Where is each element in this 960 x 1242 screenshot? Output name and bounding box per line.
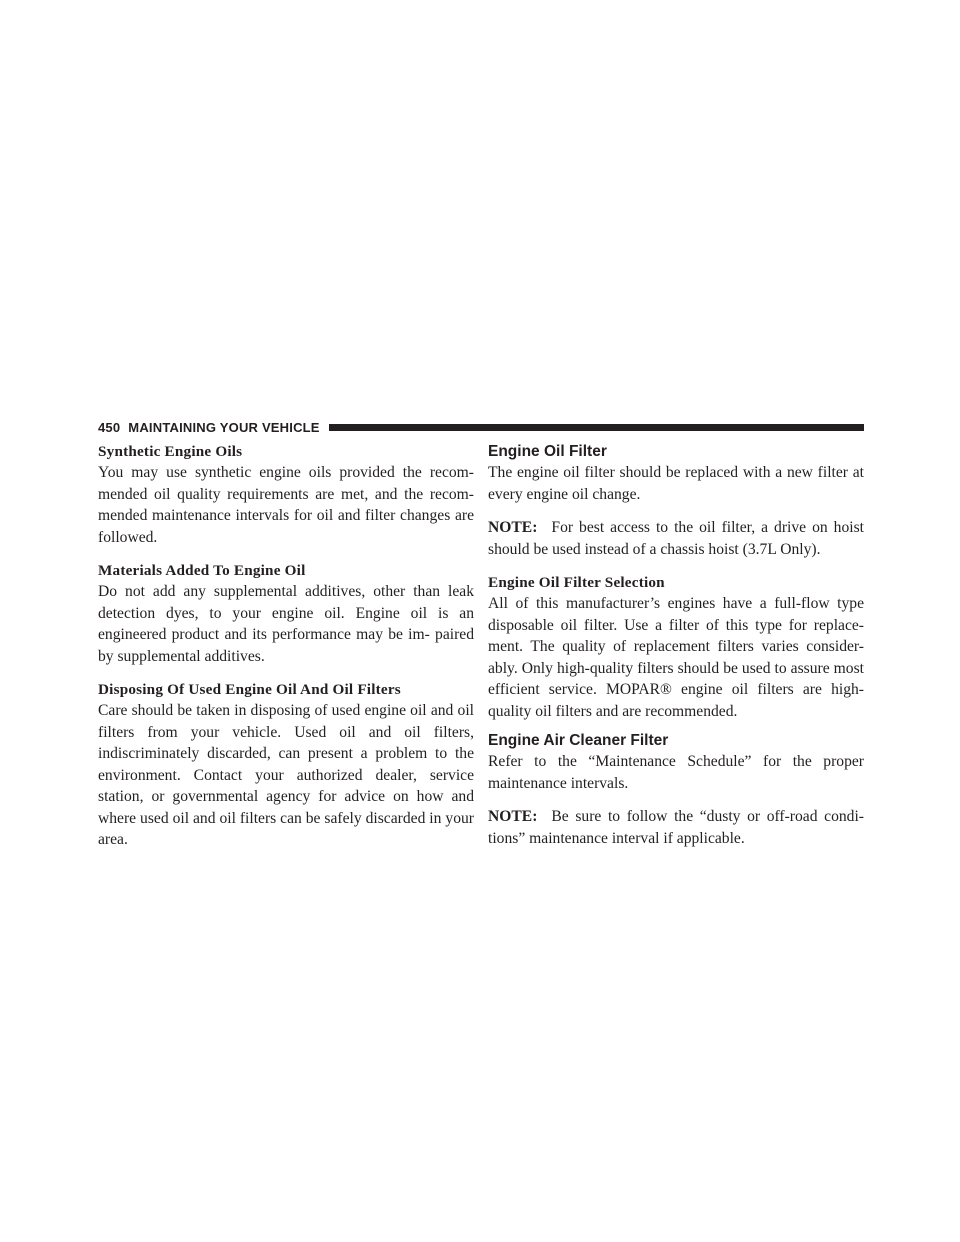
text-line: The engine oil filter should be replaced with a new filter [488, 464, 848, 481]
paragraph-disposing-used-oil [98, 700, 474, 851]
heading-oil-filter-selection: Engine Oil Filter Selection [488, 574, 665, 591]
text-line: All of this manufacturer’s engines have a full-flow type [488, 595, 864, 612]
heading-synthetic-engine-oils: Synthetic Engine Oils [98, 443, 243, 460]
text-line: oil filters from your vehicle. Used oil and oil filters, [98, 702, 474, 741]
text-line: Be sure to follow the “dusty or off-road condi- [551, 808, 864, 825]
heading-engine-oil-filter: Engine Oil Filter [488, 443, 607, 460]
heading-materials-added: Materials Added To Engine Oil [98, 562, 306, 579]
paragraph-engine-oil-filter [488, 462, 864, 505]
text-line: detection dyes, to your engine oil. Engine oil is an [98, 604, 474, 622]
paragraph-synthetic-engine-oils [98, 462, 474, 548]
text-line: Care should be taken in disposing of used engine oil and [98, 702, 454, 719]
text-line: station, or governmental agency for advice on how and [98, 788, 474, 805]
text-line: high-quality oil filters and are recommended. [488, 681, 864, 720]
paragraph-materials-added [98, 581, 474, 667]
page-header [98, 417, 864, 437]
text-line: For best access to the oil filter, a drive on hoist [551, 519, 864, 536]
text-line: environment. Contact your authorized dealer, service [98, 766, 474, 784]
text-line: where used oil and oil filters can be safely discarded in [98, 809, 442, 827]
text-line: are followed. [98, 507, 474, 546]
right-column [488, 441, 864, 849]
text-line: mended oil quality requirements are met, and the recom- [98, 485, 474, 503]
text-line: maintenance intervals. [488, 774, 629, 792]
text-line: engineered product and its performance may be im- [98, 626, 430, 643]
text-line: ably. Only high-quality filters should be used to assure [488, 659, 830, 677]
text-line: ment. The quality of replacement filters varies consider- [488, 638, 864, 655]
paragraph-engine-air-cleaner-filter [488, 751, 864, 794]
note-air-cleaner [488, 806, 864, 849]
text-line: You may use synthetic engine oils provided the recom- [98, 464, 474, 481]
note-oil-filter [488, 517, 864, 560]
page-number: 450 [98, 419, 121, 435]
text-line: your area. [98, 809, 474, 848]
text-line: at every engine oil change. [488, 464, 864, 503]
text-line: most efficient service. MOPAR® engine oil filters are [488, 659, 864, 698]
left-column [98, 441, 474, 851]
text-line: should be used instead of a chassis hoist (3.7L Only). [488, 540, 821, 558]
heading-engine-air-cleaner-filter: Engine Air Cleaner Filter [488, 732, 669, 749]
text-line: tions” maintenance interval if applicable. [488, 829, 745, 847]
text-line: Refer to the “Maintenance Schedule” for the proper [488, 753, 864, 770]
text-line: Do not add any supplemental additives, other than leak [98, 583, 474, 600]
text-line: disposable oil filter. Use a filter of this type for replace- [488, 616, 864, 634]
heading-disposing-used-oil: Disposing Of Used Engine Oil And Oil Filters [98, 681, 401, 698]
section-title: MAINTAINING YOUR VEHICLE [128, 419, 320, 435]
text-line: paired by supplemental additives. [98, 626, 474, 665]
text-line: indiscriminately discarded, can present a problem to the [98, 745, 474, 762]
paragraph-oil-filter-selection [488, 593, 864, 722]
text-line: mended maintenance intervals for oil and filter changes [98, 507, 451, 524]
note-label: NOTE: [488, 519, 538, 536]
note-label: NOTE: [488, 808, 538, 825]
header-rule [329, 424, 864, 431]
